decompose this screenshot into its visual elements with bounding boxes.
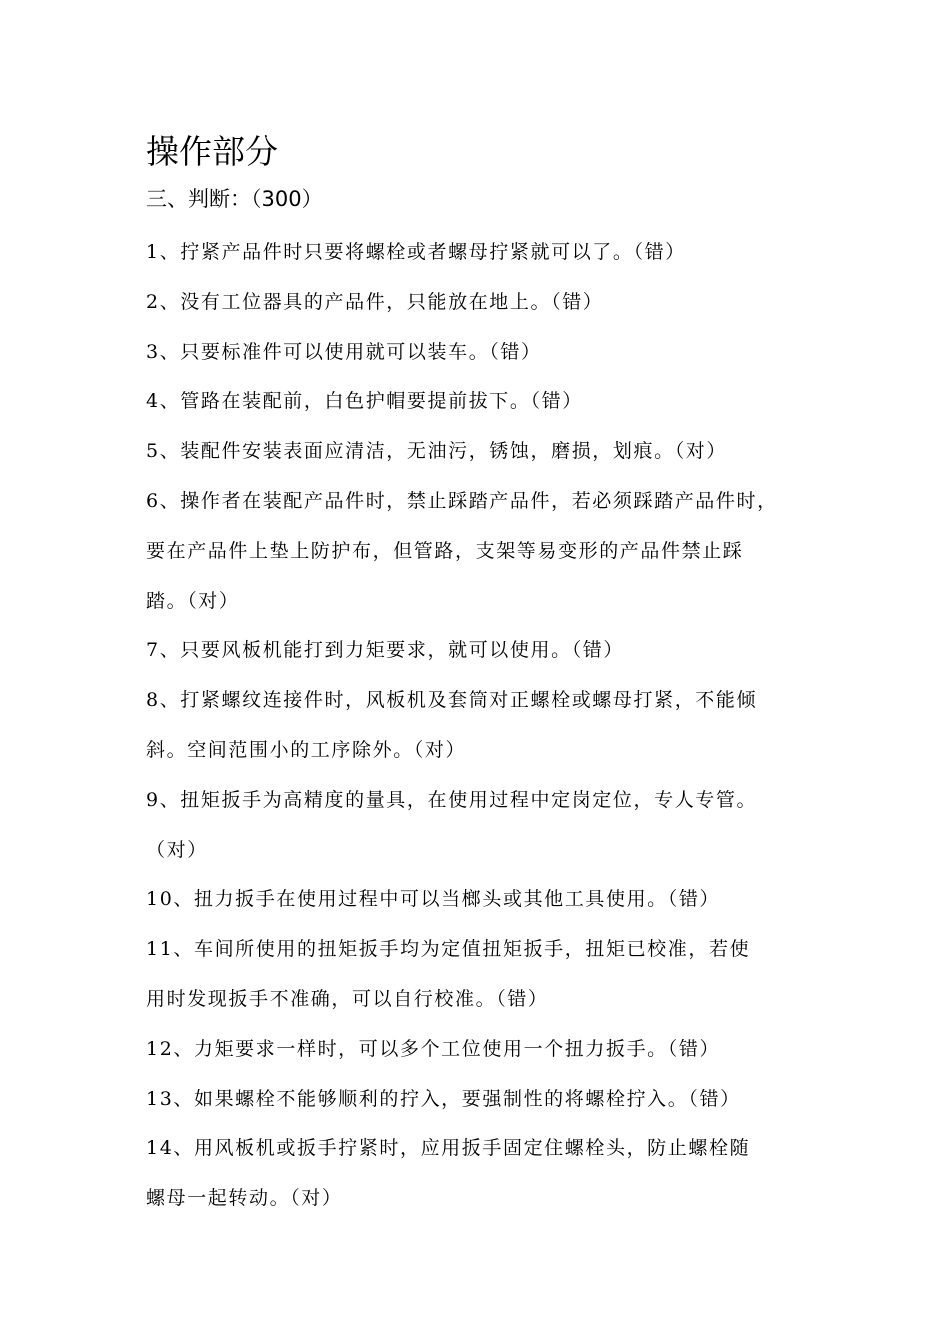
list-line: 3、只要标准件可以使用就可以装车。（错）	[146, 340, 542, 363]
list-line: 踏。（对）	[146, 589, 240, 612]
list-line: 斜。空间范围小的工序除外。（对）	[146, 738, 467, 761]
list-line: 6、操作者在装配产品件时，禁止踩踏产品件，若必须踩踏产品件时，	[146, 489, 778, 512]
list-line: 4、管路在装配前，白色护帽要提前拔下。（错）	[146, 390, 583, 413]
section-heading: 三、判断：（300）	[146, 187, 323, 211]
list-line: 1、拧紧产品件时只要将螺栓或者螺母拧紧就可以了。（错）	[146, 241, 686, 263]
document-title: 操作部分	[146, 132, 278, 171]
list-line: 13、如果螺栓不能够顺利的拧入，要强制性的将螺栓拧入。（错）	[146, 1087, 741, 1110]
list-line: 8、打紧螺纹连接件时，风板机及套筒对正螺栓或螺母打紧，不能倾	[146, 689, 758, 712]
list-line: 7、只要风板机能打到力矩要求，就可以使用。（错）	[146, 639, 624, 662]
list-line: 螺母一起转动。（对）	[146, 1187, 343, 1210]
document-page	[146, 128, 836, 1224]
list-line: （对）	[146, 838, 208, 861]
list-line: 10、扭力扳手在使用过程中可以当榔头或其他工具使用。（错）	[146, 888, 721, 911]
list-line: 12、力矩要求一样时，可以多个工位使用一个扭力扳手。（错）	[146, 1037, 721, 1060]
list-line: 11、车间所使用的扭矩扳手均为定值扭矩扳手，扭矩已校准，若使	[146, 938, 751, 961]
list-line: 2、没有工位器具的产品件，只能放在地上。（错）	[146, 290, 604, 313]
list-line: 9、扭矩扳手为高精度的量具，在使用过程中定岗定位，专人专管。	[146, 788, 758, 811]
list-line: 14、用风板机或扳手拧紧时，应用扳手固定住螺栓头，防止螺栓随	[146, 1137, 751, 1160]
judgment-list	[146, 228, 836, 1224]
list-line: 用时发现扳手不准确，可以自行校准。（错）	[146, 987, 549, 1010]
list-line: 5、装配件安装表面应清洁，无油污，锈蚀，磨损，划痕。（对）	[146, 440, 727, 463]
list-line: 要在产品件上垫上防护布，但管路，支架等易变形的产品件禁止踩	[146, 539, 744, 562]
